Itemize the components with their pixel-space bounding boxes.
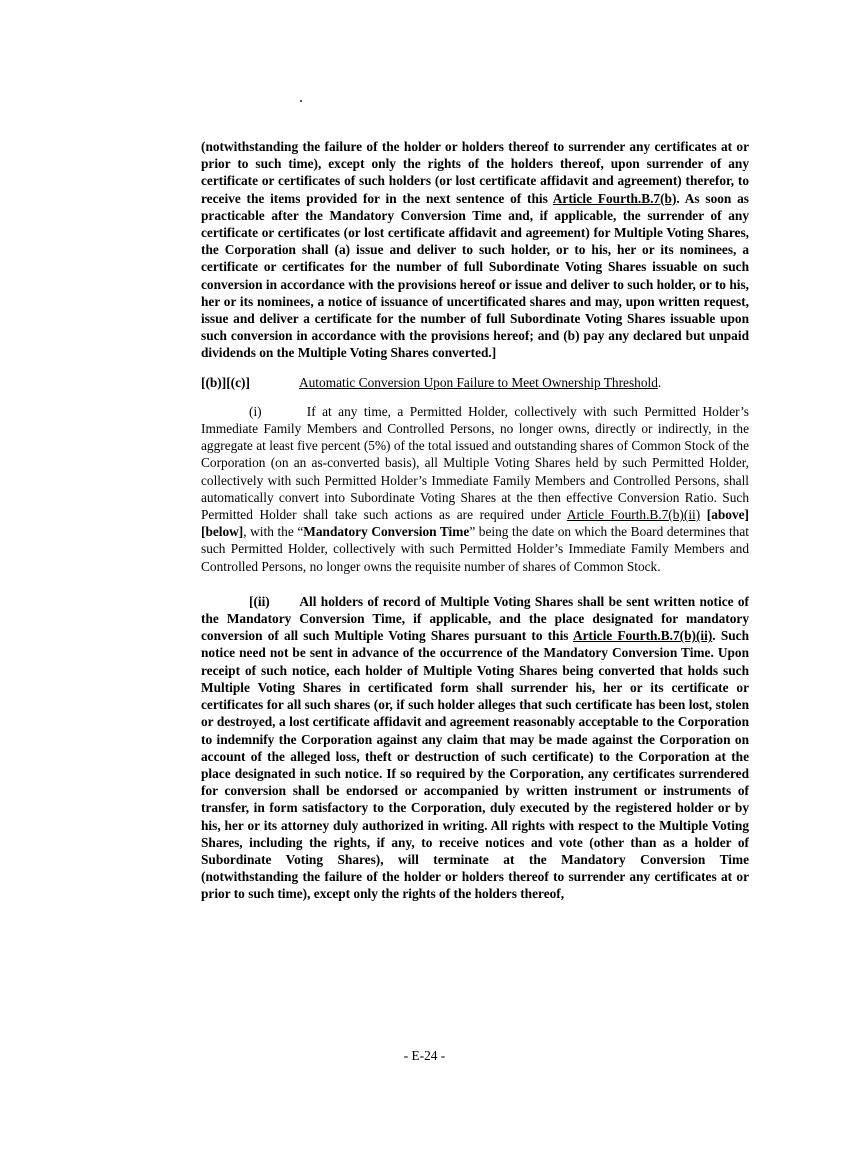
paragraph-ii: [(ii) All holders of record of Multiple Voting Shares shall be sent written notice of the Mandatory Conversion Time, if applicable, and the place designated for mandatory conversion of all such Multiple Voting Shares pursuant to this Article Fourth.B.7(b)(ii). Such notice need not be sent in advance of the occurrence of the Mandatory Conversion Time. Upon receipt of such notice, each holder of Multiple Voting Shares being converted that holds such Multiple Voting Shares in certificated form shall surrender his, her or its certificate or certificates for all such shares (or, if such holder alleges that such certificate has been lost, stolen or destroyed, a lost certificate affidavit and agreement reasonably acceptable to the Corporation to indemnify the Corporation against any claim that may be made against the Corporation on account of the alleged loss, theft or destruction of such certificate) to the Corporation at the place designated in such notice. If so required by the Corporation, any certificates surrendered for conversion shall be endorsed or accompanied by written instrument or instruments of transfer, in form satisfactory to the Corporation, duly executed by the registered holder or by his, her or its attorney duly authorized in writing. All rights with respect to the Multiple Voting Shares, including the rights, if any, to receive notices and vote (other than as a holder of Subordinate Voting Shares), will terminate at the Mandatory Conversion Time (notwithstanding the failure of the holder or holders thereof to surrender any certificates at or prior to such time), except only the rights of the holders thereof, <box>201 593 753 902</box>
scan-speck <box>300 100 302 102</box>
defined-term: Mandatory Conversion Time <box>303 524 470 540</box>
paragraph-i: (i) If at any time, a Permitted Holder, collectively with such Permitted Holder’s Immediate Family Members and Controlled Persons, no longer owns, directly or indirectly, in the aggregate at least five percent (5%) of the total issued and outstanding shares of Common Stock of the Corporation (on an as-converted basis), all Multiple Voting Shares held by such Permitted Holder, collectively with such Permitted Holder’s Immediate Family Members and Controlled Persons, shall automatically convert into Subordinate Voting Shares at the then effective Conversion Ratio. Such Permitted Holder shall take such actions as are required under Article Fourth.B.7(b)(ii) [above][below], with the “Mandatory Conversion Time” being the date on which the Board determines that such Permitted Holder, collectively with such Permitted Holder’s Immediate Family Members and Controlled Persons, no longer owns the requisite number of shares of Common Stock. <box>201 403 753 574</box>
paragraph-continuation: (notwithstanding the failure of the holder or holders thereof to surrender any certificates at or prior to such time), except only the rights of the holders thereof, upon surrender of any certificate or certificates of such holders (or lost certificate affidavit and agreement) therefor, to receive the items provided for in the next sentence of this Article Fourth.B.7(b). As soon as practicable after the Mandatory Conversion Time and, if applicable, the surrender of any certificate or certificates (or lost certificate affidavit and agreement) for Multiple Voting Shares, the Corporation shall (a) issue and deliver to such holder, or to his, her or its nominees, a certificate or certificates for the number of full Subordinate Voting Shares issuable on such conversion in accordance with the provisions hereof or issue and deliver to such holder, or to his, her or its nominees, a notice of issuance of uncertificated shares and may, upon written request, issue and deliver a certificate for the number of full Subordinate Voting Shares issuable upon such conversion in accordance with the provisions hereof; and (b) pay any declared but unpaid dividends on the Multiple Voting Shares converted.] <box>201 139 749 361</box>
article-reference-link: Article Fourth.B.7(b)(ii) <box>566 507 701 523</box>
section-title-wrap: Automatic Conversion Upon Failure to Meet Ownership Threshold. <box>299 374 662 390</box>
section-title: Automatic Conversion Upon Failure to Meet Ownership Threshold <box>299 374 658 390</box>
bracket-text: [above][below] <box>201 507 749 540</box>
body-text <box>201 138 753 903</box>
page-number: - E-24 - <box>403 1048 446 1063</box>
section-number: [(b)][(c)] <box>201 374 250 390</box>
article-reference-link: Article Fourth.B.7(b)(ii) <box>572 628 713 644</box>
article-reference-link: Article Fourth.B.7(b) <box>552 190 677 206</box>
section-heading <box>201 374 749 391</box>
